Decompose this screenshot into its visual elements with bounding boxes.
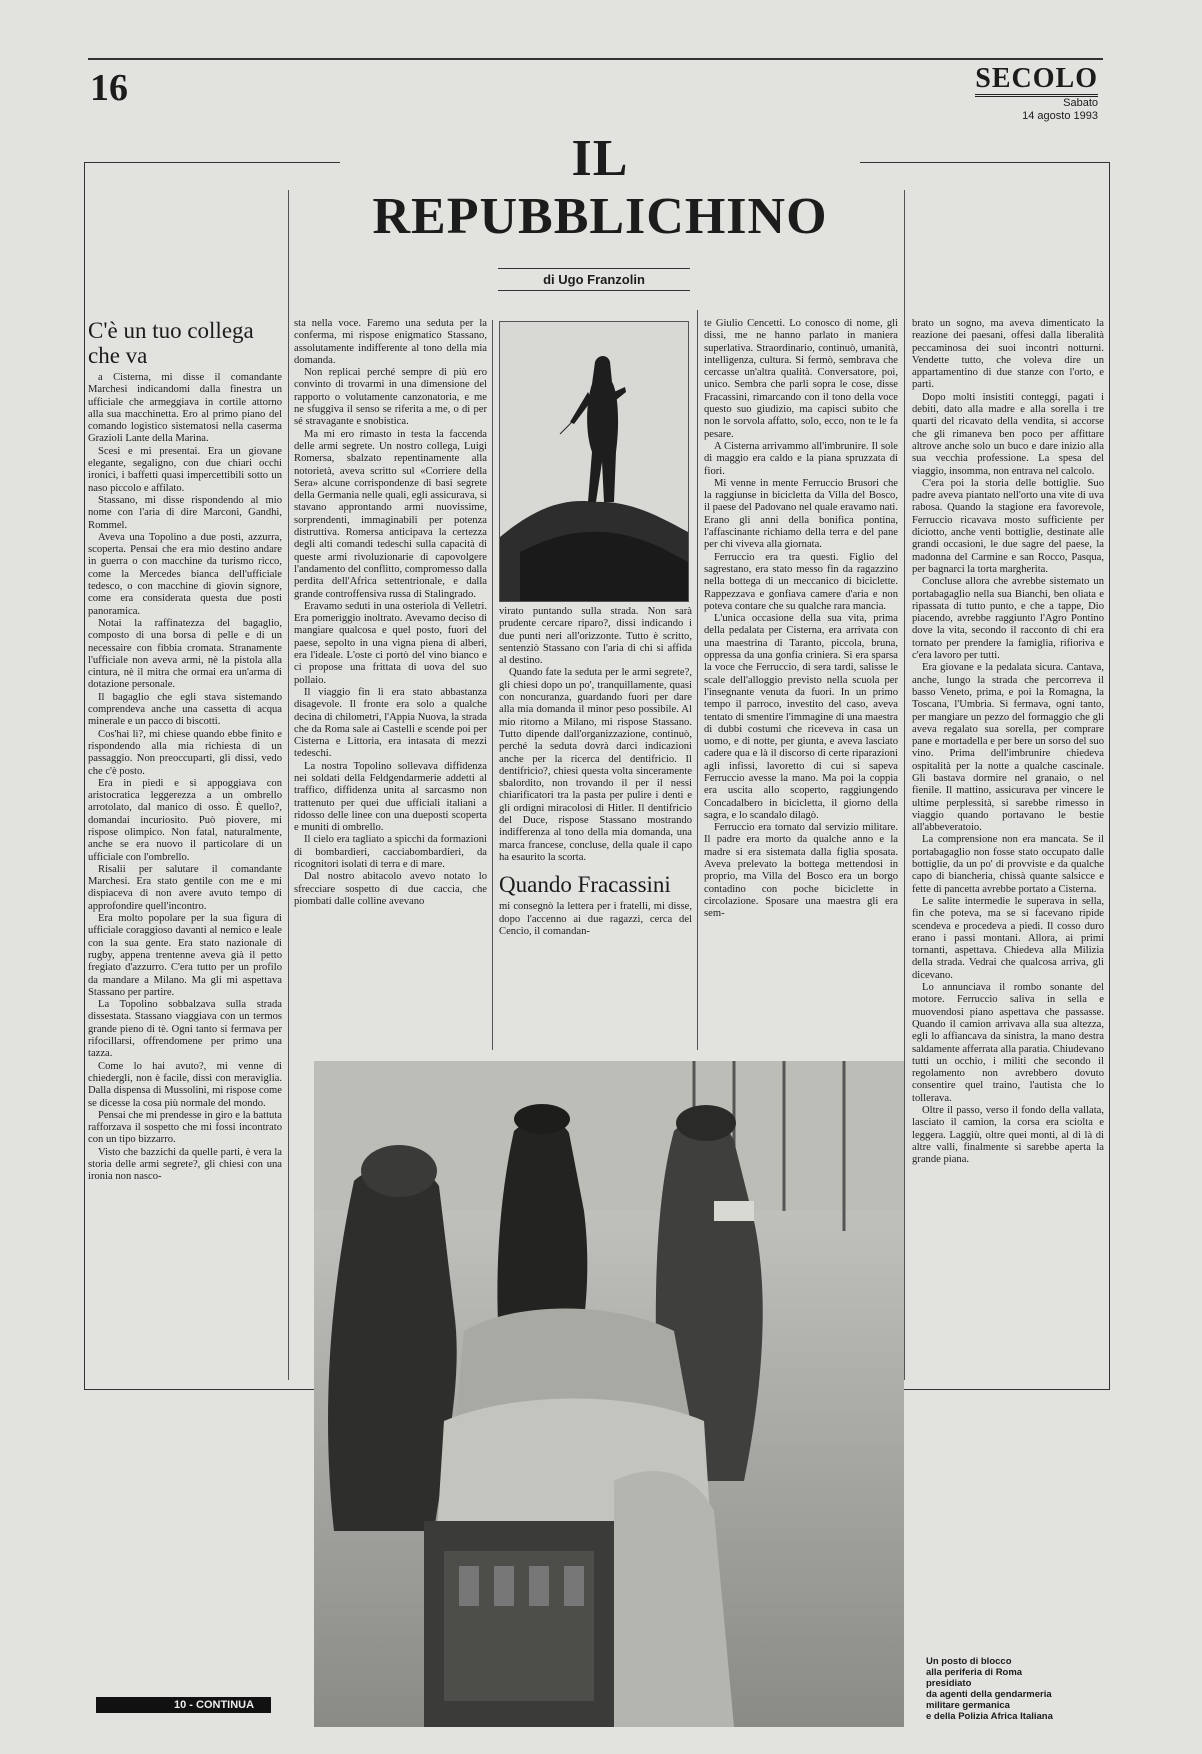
article-title [340,130,860,246]
caption-line: alla periferia di Roma [926,1667,1023,1678]
paragraph: La nostra Topolino sollevava diffidenza nei soldati della Feldgendarmerie addetti al traffico, diffidenza unita al sarcasmo non trattenuto per quei due ufficiali italiani a ridosso delle linee con una dueposti scoperta e muniti di ombrello. [294,760,487,834]
paragraph: Lo annunciava il rombo sonante del motore. Ferruccio saliva in sella e muovendosi piano aspettava che passasse. Quando il camion arrivava alla sua altezza, egli lo affiancava da sinistra, la mano destra saldamente afferrata alla paratia. Chiudevano tutti un occhio, i militi che secondo il regolamento non avrebbero dovuto consentire quel traino, l'autista che lo tollerava. [912,982,1104,1104]
paragraph: Oltre il passo, verso il fondo della vallata, lasciato il camion, la corsa era sciolta e leggera. Laggiù, oltre quei monti, al di là di altre valli, finalmente si sarebbe aperta la grande piana. [912,1105,1104,1166]
photo-soldier-on-rock [499,321,689,602]
paragraph: Ma mi ero rimasto in testa la faccenda delle armi segrete. Un nostro collega, Luigi Romersa, sbalzato repentinamente alla notorietà, aveva scritto sul «Corriere della Sera» alcune corrispondenze di basi segrete della Germania nelle quali, egli assicurava, si stavano approntando armi nuovissime, sorprendenti, immaginabili per potenza distruttiva. Romersa anticipava la certezza degli alti comandi tedeschi sulla capacità di queste armi rivoluzionarie di capovolgere l'andamento del conflitto, compromesso dalla perdita dell'Africa settentrionale, e dalla grande controffensiva russa di Stalingrado. [294,428,487,600]
paragraph: Ferruccio era tra questi. Figlio del sagrestano, era stato messo fin da ragazzino nella bottega di un meccanico di biciclette. Rappezzava e gonfiava camere d'aria e non poteva contare che su qualche rara mancia. [704,551,898,612]
paragraph: Eravamo seduti in una osteriola di Velletri. Era pomeriggio inoltrato. Avevamo deciso di mangiare qualcosa e quel posto, fuori del paese, sepolto in una vigna piena di alberi, era l'ideale. L'oste ci portò del vino bianco e ci propose una frittata di uova del suo pollaio. [294,600,487,686]
paragraph: te Giulio Cencetti. Lo conosco di nome, gli dissi, me ne hanno parlato in maniera superlativa. Straordinario, continuò, umanità, intelligenza, cultura. Si fermò, sembrava che cercasse un'altra qualità. Conversatore, poi, unico. Sembra che parli sopra le cose, disse Fracassini, rimarcando con il tono della voce questo suo giudizio, ma capisci subito che non le sorvola affatto, solo, ecco, non te le fa pesare. [704,318,898,440]
paragraph: Non replicai perché sempre di più ero convinto di trovarmi in una dimensione del rapporto o volutamente canzonatoria, e me ne sfuggiva il senso se riferita a me, o di per sé stravagante e snobistica. [294,367,487,428]
column-1 [88,318,282,1378]
photo-caption [926,1656,1116,1722]
paragraph: a Cisterna, mi disse il comandante Marchesi indicandomi dalla finestra un ufficiale che armeggiava in cortile attorno alla sua macchinetta. Ero al primo piano del comando logistico sistematosi nella caserma Grazioli Lante della Marina. [88,372,282,445]
column-rule [288,190,289,1380]
column-5 [912,318,1104,1380]
column-rule [492,320,493,1050]
paragraph: sta nella voce. Faremo una seduta per la conferma, mi rispose enigmatico Stassano, assolutamente indifferente al tono della mia domanda. [294,318,487,366]
section-heading: C'è un tuo collega che va [88,318,254,368]
photo-checkpoint [314,1061,904,1727]
caption-line: Un posto di blocco [926,1656,1012,1667]
paragraph: Il viaggio fin lì era stato abbastanza disagevole. Il fronte era solo a qualche decina di chilometri, l'Appia Nuova, la strada che da Roma sale ai Castelli e scende poi per Cisterna e Littoria, era intasata di mezzi tedeschi. [294,686,487,760]
paragraph: L'unica occasione della sua vita, prima della pedalata per Cisterna, era arrivata con una maestrina di Taranto, piccola, bruna, oppressa da una gonfia criniera. Si era sparsa la voce che Ferruccio, di sera tardi, salisse le scale dell'alloggio previsto nella scuola per l'insegnante venuta da fuori. In un primo tempo il parroco, investito del caso, aveva tentato di smentire l'immagine di una maestra di dubbi costumi che riceveva in casa un uomo, e di notte, per giunta, e aveva lasciato cadere qua e là il discorso di certe riparazioni agli infissi, lavoretto di cui si sapeva Ferruccio avesse la mano. Ma poi la coppia era uscita allo scoperto, raggiungendo Concadalbero in bicicletta, il giorno della sagra, e lo scandalo dilagò. [704,613,898,821]
paragraph: Il bagaglio che egli stava sistemando comprendeva anche una cassetta di acqua minerale e un pacco di biscotti. [88,691,282,728]
paragraph: Era molto popolare per la sua figura di ufficiale coraggioso davanti al nemico e leale con la sua gente. Era stato nazionale di rugby, appena trentenne aveva già il petto fregiato d'azzurro. C'era tutto per un profilo da mandare a Milano. Ma gli mi aspettava Stassano per partire. [88,913,282,998]
paragraph: Le salite intermedie le superava in sella, fin che poteva, ma se si facevano ripide scendeva e procedeva a piedi. Il cosso duro erano i passi montani. Allora, ai primi tornanti, aspettava. Chiedeva alla Milizia della strada. Vedrai che qualcosa arriva, gli dicevano. [912,895,1104,981]
title-line-2: REPUBBLICHINO [372,188,828,245]
issue-day: Sabato [1063,97,1098,109]
paragraph: Cos'hai lì?, mi chiese quando ebbe finito e rispondendo alla mia richiesta di un passaggio. Non preoccuparti, gli dissi, vedo che c'è posto. [88,728,282,777]
newspaper-logo: SECOLO [975,64,1098,97]
column-2 [294,318,487,1046]
masthead [975,64,1098,123]
paragraph: Aveva una Topolino a due posti, azzurra, scoperta. Pensai che era mio destino andare in guerra o con macchine da turismo ricco, come la Mercedes bianca dell'ufficiale tedesco, o con macchine di giovin signore, come era considerata questa due posti panoramica. [88,531,282,617]
caption-line: e della Polizia Africa Italiana [926,1711,1053,1722]
paragraph: Visto che bazzichi da quelle parti, è vera la storia delle armi segrete?, gli chiesi con una ironia non nasco- [88,1146,282,1183]
paragraph: La comprensione non era mancata. Se il portabagaglio non fosse stato occupato dalle bottiglie, da un po' di provviste e da qualche capo di biancheria, chissà quante salsicce e fette di pancetta avrebbe portato a Cisterna. [912,834,1104,895]
paragraph: Scesi e mi presentai. Era un giovane elegante, segaligno, con due chiari occhi ironici, i baffetti quasi impercettibili sotto un naso piccolo e affilato. [88,445,282,494]
paragraph: Quando fate la seduta per le armi segrete?, gli chiesi dopo un po', tranquillamente, quasi con noncuranza, guardando fuori per dare alla mia domanda il minor peso possibile. Al mio ritorno a Milano, mi rispose Stassano. Tutto dipende dall'organizzazione, continuò, perché la seduta dovrà darci indicazioni anche per la ricerca del dentifricio. Il dentifricio?, chiesi questa volta sinceramente sbalordito, non trovando il per il nessi chiarificatori tra la pasta per pulire i denti e gli ordigni miracolosi di Hitler. Il dentifricio del Duce, rispose Stassano mostrando indifferenza al tono della mia domanda, una marca francese, concluse, della quale il capo ha esaurito la scorta. [499,667,692,863]
paragraph: Risalii per salutare il comandante Marchesi. Era stato gentile con me e mi dispiaceva di non avere avuto tempo di approfondire quell'incontro. [88,863,282,912]
column-4 [704,318,898,1046]
paragraph: Era in piedi e si appoggiava con aristocratica leggerezza a un ombrello arrotolato, dal manico di osso. È quello?, domandai incuriosito. Può piovere, mi rispose olimpico. Non fatal, naturalmente, anche se era nuovo il particolare di un ufficiale con l'ombrello. [88,777,282,863]
column-3 [499,606,692,1048]
caption-line: da agenti della gendarmeria [926,1689,1052,1700]
title-line-1: IL [550,130,650,188]
column-rule [697,310,698,1050]
paragraph: brato un sogno, ma aveva dimenticato la reazione dei paesani, offesi dalla liberalità peccaminosa dei suoi incontri notturni. Vendette tutto, che voleva dire un appartamentino di due stanze con l'orto, e partì. [912,318,1104,391]
byline: di Ugo Franzolin [498,268,690,291]
paragraph: Concluse allora che avrebbe sistemato un portabagaglio nella sua Bianchi, ben oliata e ripassata di tutto punto, e che a tappe, Dio piacendo, avrebbe raggiunto l'Agro Pontino dove la vita, secondo il racconto di chi era tornato per prendere la famiglia, rifioriva e c'era lavoro per tutti. [912,576,1104,662]
section-heading: Quando Fracassini [499,872,671,898]
paragraph: mi consegnò la lettera per i fratelli, mi disse, dopo l'accenno ai due ragazzi, cerca del Cencio, il comandan- [499,901,692,937]
paragraph: C'era poi la storia delle bottiglie. Suo padre aveva piantato nell'orto una vite di uva rabosa. Quando la stagione era favorevole, Ferruccio ricavava mosto sufficiente per diciotto, anche venti bottiglie, destinate alle grandi occasioni, le due sagre del paese, la madonna del Carmine e san Rocco, Pasqua, per bagnarci la torta margherita. [912,477,1104,575]
column-rule [904,190,905,1380]
header-rule [88,58,1103,60]
paragraph: A Cisterna arrivammo all'imbrunire. Il sole di maggio era caldo e la piana spruzzata di fiori. [704,440,898,477]
paragraph: Ferruccio era tornato dal servizio militare. Il padre era morto da qualche anno e la madre si era sistemata dalla figlia sposata. Aveva prelevato la bottega mettendosi in proprio, ma Villa del Bosco era un borgo contadino con poche biciclette in circolazione. Sposare una maestra gli era sem- [704,822,898,920]
paragraph: Dopo molti insistiti conteggi, pagati i debiti, dato alla madre e alla sorella i tre quarti del ricavato della vendita, si accorse che gli rimaneva ben poco per affittare altrove anche solo un buco e dare inizio alla sua vecchia professione. La spesa del viaggio, insomma, non entrava nel calcolo. [912,391,1104,477]
paragraph: Dal nostro abitacolo avevo notato lo sfrecciare sospetto di due caccia, che piombati dalle colline avevano [294,871,487,907]
page-number: 16 [90,67,128,109]
issue-date: 14 agosto 1993 [1022,110,1098,122]
paragraph: Era giovane e la pedalata sicura. Cantava, anche, lungo la strada che percorreva il basso Veneto, prima, e poi la Romagna, la Toscana, l'Umbria. Si fermava, ogni tanto, per mangiare un pezzo del formaggio che gli aveva regalato sua sorella, per comprare pane e mortadella e per bere un sorso del suo vino. Prima dell'imbrunire chiedeva ospitalità per la notte a qualche cascinale. Gli bastava dormire nel granaio, o nel fienile. Il mattino, assicurava per vincere le ultime perplessità, si sarebbe rimesso in viaggio quando portavano le bestie all'abbeveratoio. [912,662,1104,834]
paragraph: Come lo hai avuto?, mi venne di chiedergli, non è facile, dissi con meraviglia. Dalla dispensa di Mussolini, mi rispose come se dicesse la cosa più normale del mondo. [88,1060,282,1109]
caption-line: presidiato [926,1678,972,1689]
paragraph: virato puntando sulla strada. Non sarà prudente cercare riparo?, dissi indicando i due punti neri all'orizzonte. Tutto è scritto, sentenziò Stassano con l'aria di chi si affida al destino. [499,606,692,667]
paragraph: La Topolino sobbalzava sulla strada dissestata. Stassano viaggiava con un termos grande pieno di tè. Ogni tanto si fermava per rifocillarsi, offrendomene per primo una tazza. [88,999,282,1060]
paragraph: Mi venne in mente Ferruccio Brusori che la raggiunse in bicicletta da Villa del Bosco, il paese del Padovano nel quale eravamo nati. Erano gli anni della bonifica pontina, l'affascinante richiamo della terra e del pane per chi viveva alla giornata. [704,477,898,551]
paragraph: Notai la raffinatezza del bagaglio, composto di una borsa di pelle e di un necessaire con fibbia cromata. Stranamente l'ufficiale non aveva armi, nè la pistola alla cintura, nè il mitra che ormai era un'arma di dotazione personale. [88,617,282,691]
caption-line: militare germanica [926,1700,1010,1711]
paragraph: Pensai che mi prendesse in giro e la battuta rafforzava il sospetto che mi fossi incontrato con un tipo bizzarro. [88,1109,282,1146]
paragraph: Il cielo era tagliato a spicchi da formazioni di bombardieri, cacciabombardieri, da ricognitori isolati di terra e di mare. [294,834,487,871]
paragraph: Stassano, mi disse rispondendo al mio nome con l'aria di dire Marconi, Gandhi, Rommel. [88,494,282,531]
continued-marker: 10 - CONTINUA [96,1697,271,1713]
